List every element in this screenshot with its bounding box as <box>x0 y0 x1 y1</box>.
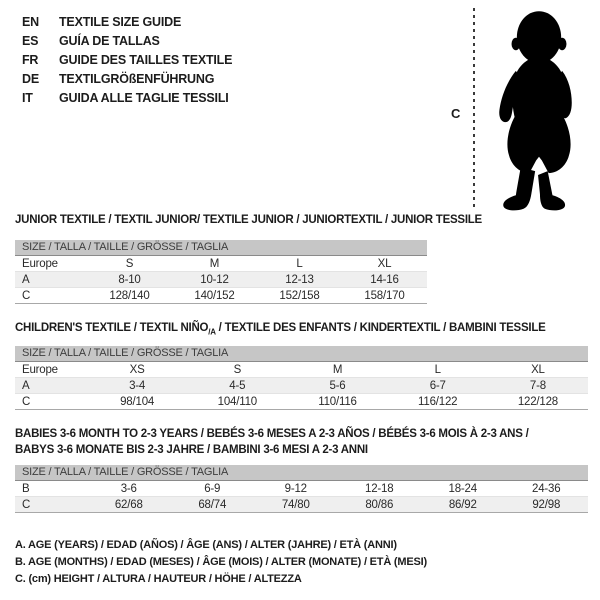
language-title-block <box>22 12 232 107</box>
junior-section-title: JUNIOR TEXTILE / TEXTIL JUNIOR/ TEXTILE JUNIOR / JUNIORTEXTIL / JUNIOR TESSILE <box>15 214 482 226</box>
junior-size-table <box>15 240 427 304</box>
babies-title-line2: BABYS 3-6 MONATE BIS 2-3 JAHRE / BAMBINI 3-6 MESI A 2-3 ANNI <box>15 444 368 456</box>
age-cell: 4-5 <box>229 379 246 392</box>
table-row-height <box>15 497 588 513</box>
children-title-post: / TEXTILE DES ENFANTS / KINDERTEXTIL / BAMBINI TESSILE <box>215 322 546 334</box>
age-cell: 6-9 <box>204 482 221 495</box>
children-title-pre: CHILDREN'S TEXTILE / TEXTIL NIÑO <box>15 322 209 334</box>
table-row-age-months <box>15 481 588 497</box>
row-label: Europe <box>22 363 58 376</box>
babies-title-line1: BABIES 3-6 MONTH TO 2-3 YEARS / BEBÉS 3-6 MESES A 2-3 AÑOS / BÉBÉS 3-6 MOIS À 2-3 ANS / <box>15 428 529 440</box>
size-cell: M <box>332 363 343 376</box>
lang-title: GUÍA DE TALLAS <box>59 33 160 48</box>
height-cell: 80/86 <box>365 498 394 511</box>
height-cell: 98/104 <box>120 395 155 408</box>
size-header-bar: SIZE / TALLA / TAILLE / GRÖSSE / TAGLIA <box>15 346 588 362</box>
size-header-bar: SIZE / TALLA / TAILLE / GRÖSSE / TAGLIA <box>15 240 427 256</box>
height-measure-label: C <box>451 106 461 121</box>
height-cell: 140/152 <box>194 289 235 302</box>
lang-row-it <box>22 88 232 107</box>
children-size-table <box>15 346 588 410</box>
size-cell: S <box>125 257 134 270</box>
babies-section-title <box>15 426 590 458</box>
lang-code: DE <box>22 71 39 86</box>
babies-size-table <box>15 465 588 513</box>
lang-row-fr <box>22 50 232 69</box>
table-row-europe <box>15 362 588 378</box>
height-cell: 122/128 <box>517 395 558 408</box>
lang-row-de <box>22 69 232 88</box>
lang-row-en <box>22 12 232 31</box>
age-cell: 10-12 <box>200 273 229 286</box>
lang-code: EN <box>22 14 39 29</box>
row-label: Europe <box>22 257 58 270</box>
height-cell: 104/110 <box>217 395 257 408</box>
age-cell: 3-4 <box>129 379 146 392</box>
row-label: C <box>22 498 31 511</box>
age-cell: 9-12 <box>284 482 307 495</box>
lang-code: FR <box>22 52 39 67</box>
height-cell: 158/170 <box>364 289 405 302</box>
height-cell: 110/116 <box>318 395 357 408</box>
table-row-age <box>15 378 588 394</box>
age-cell: 3-6 <box>120 482 137 495</box>
age-cell: 12-13 <box>285 273 314 286</box>
age-cell: 5-6 <box>329 379 346 392</box>
age-cell: 8-10 <box>118 273 141 286</box>
age-cell: 12-18 <box>365 482 394 495</box>
row-label: A <box>22 379 30 392</box>
size-cell: XL <box>377 257 392 270</box>
toddler-silhouette-image <box>486 4 592 214</box>
height-cell: 74/80 <box>281 498 310 511</box>
age-cell: 14-16 <box>370 273 399 286</box>
size-cell: XL <box>531 363 545 376</box>
age-cell: 24-36 <box>532 482 561 495</box>
height-measure-dotted-line <box>473 8 475 209</box>
table-row-height <box>15 288 427 304</box>
children-title-sub: /A <box>208 327 216 337</box>
lang-row-es <box>22 31 232 50</box>
size-header-bar: SIZE / TALLA / TAILLE / GRÖSSE / TAGLIA <box>15 465 588 481</box>
lang-title: TEXTILGRÖßENFÜHRUNG <box>59 71 215 86</box>
measure-legend <box>15 537 427 588</box>
age-cell: 7-8 <box>529 379 546 392</box>
legend-line-b: B. AGE (MONTHS) / EDAD (MESES) / ÂGE (MOIS) / ALTER (MONATE) / ETÀ (MESI) <box>15 556 427 568</box>
row-label: C <box>22 395 31 408</box>
height-cell: 62/68 <box>114 498 143 511</box>
lang-title: GUIDE DES TAILLES TEXTILE <box>59 52 233 67</box>
size-cell: S <box>233 363 242 376</box>
size-cell: L <box>296 257 303 270</box>
height-cell: 86/92 <box>448 498 477 511</box>
size-cell: M <box>209 257 220 270</box>
lang-code: ES <box>22 33 39 48</box>
height-cell: 116/122 <box>418 395 458 408</box>
legend-line-c: C. (cm) HEIGHT / ALTURA / HAUTEUR / HÖHE / ALTEZZA <box>15 573 302 585</box>
row-label: B <box>22 482 30 495</box>
table-row-age <box>15 272 427 288</box>
table-row-height <box>15 394 588 410</box>
height-cell: 92/98 <box>532 498 561 511</box>
row-label: C <box>22 289 31 302</box>
row-label: A <box>22 273 30 286</box>
height-cell: 68/74 <box>198 498 227 511</box>
size-cell: XS <box>129 363 145 376</box>
age-cell: 6-7 <box>429 379 446 392</box>
children-section-title <box>15 322 546 336</box>
size-cell: L <box>434 363 441 376</box>
lang-code: IT <box>22 90 33 105</box>
table-row-europe <box>15 256 427 272</box>
lang-title: GUIDA ALLE TAGLIE TESSILI <box>59 90 229 105</box>
legend-line-a: A. AGE (YEARS) / EDAD (AÑOS) / ÂGE (ANS) / ALTER (JAHRE) / ETÀ (ANNI) <box>15 539 397 551</box>
height-cell: 152/158 <box>279 289 320 302</box>
age-cell: 18-24 <box>448 482 477 495</box>
lang-title: TEXTILE SIZE GUIDE <box>59 14 182 29</box>
height-cell: 128/140 <box>109 289 150 302</box>
